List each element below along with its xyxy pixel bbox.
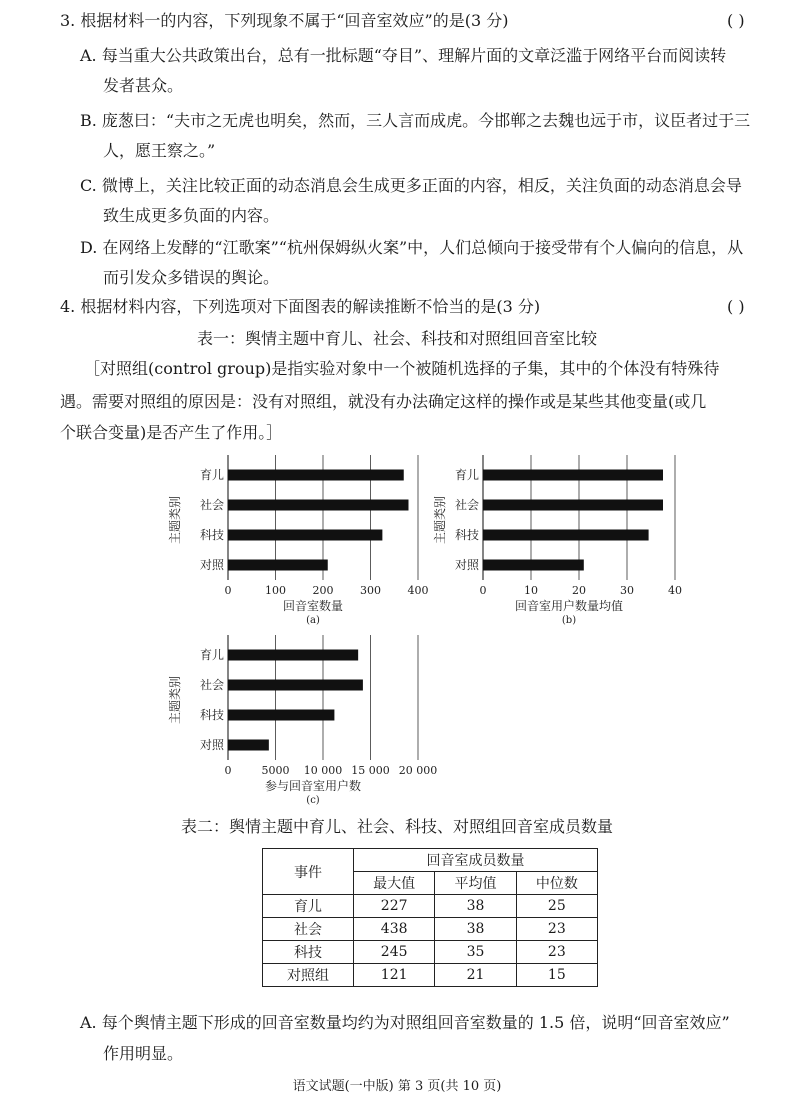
- bar: [228, 710, 334, 721]
- category-label: 科技: [199, 528, 224, 542]
- x-axis-label: 参与回音室用户数: [264, 779, 362, 793]
- q3-option-c-line2: 致生成更多负面的内容。: [103, 206, 280, 225]
- q4-option-a-line2: 作用明显。: [103, 1044, 184, 1063]
- tick-label: 5000: [261, 764, 290, 777]
- bar: [483, 560, 584, 571]
- y-axis-label: 主题类别: [168, 675, 182, 725]
- tick-label: 20: [572, 584, 586, 597]
- category-label: 科技: [454, 528, 479, 542]
- bar: [483, 470, 663, 481]
- note-line-2: 遇。需要对照组的原因是：没有对照组，就没有办法确定这样的操作或是某些其他变量(或几: [60, 392, 707, 411]
- tick-label: 100: [265, 584, 286, 597]
- x-axis-label: 回音室数量: [282, 599, 344, 613]
- max-cell: 245: [354, 941, 435, 964]
- note-line-1: ［对照组(control group)是指实验对象中一个被随机选择的子集，其中的个体没有特殊待: [84, 359, 720, 378]
- event-cell: 社会: [263, 918, 354, 941]
- tick-label: 400: [407, 584, 429, 597]
- bar: [228, 500, 409, 511]
- tick-label: 30: [620, 584, 634, 597]
- table-row: [263, 895, 598, 918]
- category-label: 对照: [454, 558, 479, 572]
- q3-option-b-line2: 人，愿王察之。”: [103, 141, 216, 160]
- q3-option-a-line1: A. 每当重大公共政策出台，总有一批标题“夺目”、理解片面的文章泛滥于网络平台而阅读转: [80, 46, 727, 65]
- category-label: 育儿: [199, 648, 224, 662]
- tick-label: 300: [360, 584, 381, 597]
- bar: [228, 650, 358, 661]
- q4-option-a-line1: A. 每个舆情主题下形成的回音室数量均约为对照组回音室数量的 1.5 倍，说明“回音室效应”: [80, 1013, 730, 1032]
- bar: [228, 560, 328, 571]
- mean-cell: 21: [435, 964, 516, 987]
- bar: [228, 680, 363, 691]
- question-3-answer-bracket: ( ): [727, 11, 745, 30]
- question-3-stem: 3. 根据材料一的内容，下列现象不属于“回音室效应”的是(3 分): [60, 11, 509, 30]
- category-label: 对照: [199, 738, 224, 752]
- max-cell: 121: [354, 964, 435, 987]
- tick-label: 10 000: [303, 764, 343, 777]
- max-header: 最大值: [354, 872, 435, 895]
- question-4-answer-bracket: ( ): [727, 297, 745, 316]
- tick-label: 40: [668, 584, 682, 597]
- median-cell: 23: [516, 918, 597, 941]
- chart-c-participating-users: [165, 635, 455, 805]
- mean-cell: 35: [435, 941, 516, 964]
- note-line-3: 个联合变量)是否产生了作用。］: [60, 423, 283, 442]
- panel-label: (c): [306, 795, 320, 805]
- table-row: [263, 941, 598, 964]
- q3-option-b-line1: B. 庞葱曰：“夫市之无虎也明矣，然而，三人言而成虎。今邯郸之去魏也远于市，议臣者过于三: [80, 111, 751, 130]
- y-axis-label: 主题类别: [168, 495, 182, 545]
- bar: [228, 740, 269, 751]
- question-4-stem: 4. 根据材料内容，下列选项对下面图表的解读推断不恰当的是(3 分): [60, 297, 541, 316]
- median-cell: 23: [516, 941, 597, 964]
- max-cell: 227: [354, 895, 435, 918]
- category-label: 对照: [199, 558, 224, 572]
- tick-label: 0: [224, 584, 232, 597]
- table-1-title: 表一：舆情主题中育儿、社会、科技和对照组回音室比较: [196, 329, 597, 348]
- tick-label: 15 000: [351, 764, 390, 777]
- tick-label: 10: [524, 584, 538, 597]
- table-2-title: 表二：舆情主题中育儿、社会、科技、对照组回音室成员数量: [180, 817, 613, 836]
- event-cell: 科技: [263, 941, 354, 964]
- category-label: 育儿: [199, 468, 224, 482]
- q3-option-a-line2: 发者甚众。: [103, 76, 184, 95]
- median-cell: 15: [516, 964, 597, 987]
- tick-label: 20 000: [398, 764, 438, 777]
- category-label: 社会: [199, 678, 224, 692]
- bar: [483, 530, 649, 541]
- chart-a-echo-chamber-count: [165, 455, 445, 625]
- event-header: 事件: [263, 849, 354, 895]
- category-label: 育儿: [454, 468, 479, 482]
- category-label: 科技: [199, 708, 224, 722]
- tick-label: 0: [479, 584, 487, 597]
- mean-header: 平均值: [435, 872, 516, 895]
- q3-option-c-line1: C. 微博上，关注比较正面的动态消息会生成更多正面的内容，相反，关注负面的动态消息会导: [80, 176, 742, 195]
- category-label: 社会: [454, 498, 479, 512]
- table-row: [263, 964, 598, 987]
- category-label: 社会: [199, 498, 224, 512]
- mean-cell: 38: [435, 895, 516, 918]
- q3-option-d-line2: 而引发众多错误的舆论。: [103, 268, 280, 287]
- max-cell: 438: [354, 918, 435, 941]
- panel-label: (a): [306, 615, 320, 625]
- event-cell: 育儿: [263, 895, 354, 918]
- median-cell: 25: [516, 895, 597, 918]
- bar: [228, 470, 404, 481]
- panel-label: (b): [561, 615, 577, 625]
- page-footer: 语文试题(一中版) 第 3 页(共 10 页): [292, 1079, 502, 1094]
- chart-b-average-users: [430, 455, 700, 625]
- member-count-header: 回音室成员数量: [354, 849, 598, 872]
- table-row: [263, 918, 598, 941]
- echo-chamber-member-table: [262, 848, 598, 987]
- x-axis-label: 回音室用户数量均值: [514, 599, 624, 613]
- tick-label: 0: [224, 764, 232, 777]
- event-cell: 对照组: [263, 964, 354, 987]
- y-axis-label: 主题类别: [433, 495, 447, 545]
- median-header: 中位数: [516, 872, 597, 895]
- tick-label: 200: [312, 584, 334, 597]
- bar: [228, 530, 382, 541]
- bar: [483, 500, 663, 511]
- mean-cell: 38: [435, 918, 516, 941]
- q3-option-d-line1: D. 在网络上发酵的“江歌案”“杭州保姆纵火案”中，人们总倾向于接受带有个人偏向的信息，从: [80, 238, 744, 257]
